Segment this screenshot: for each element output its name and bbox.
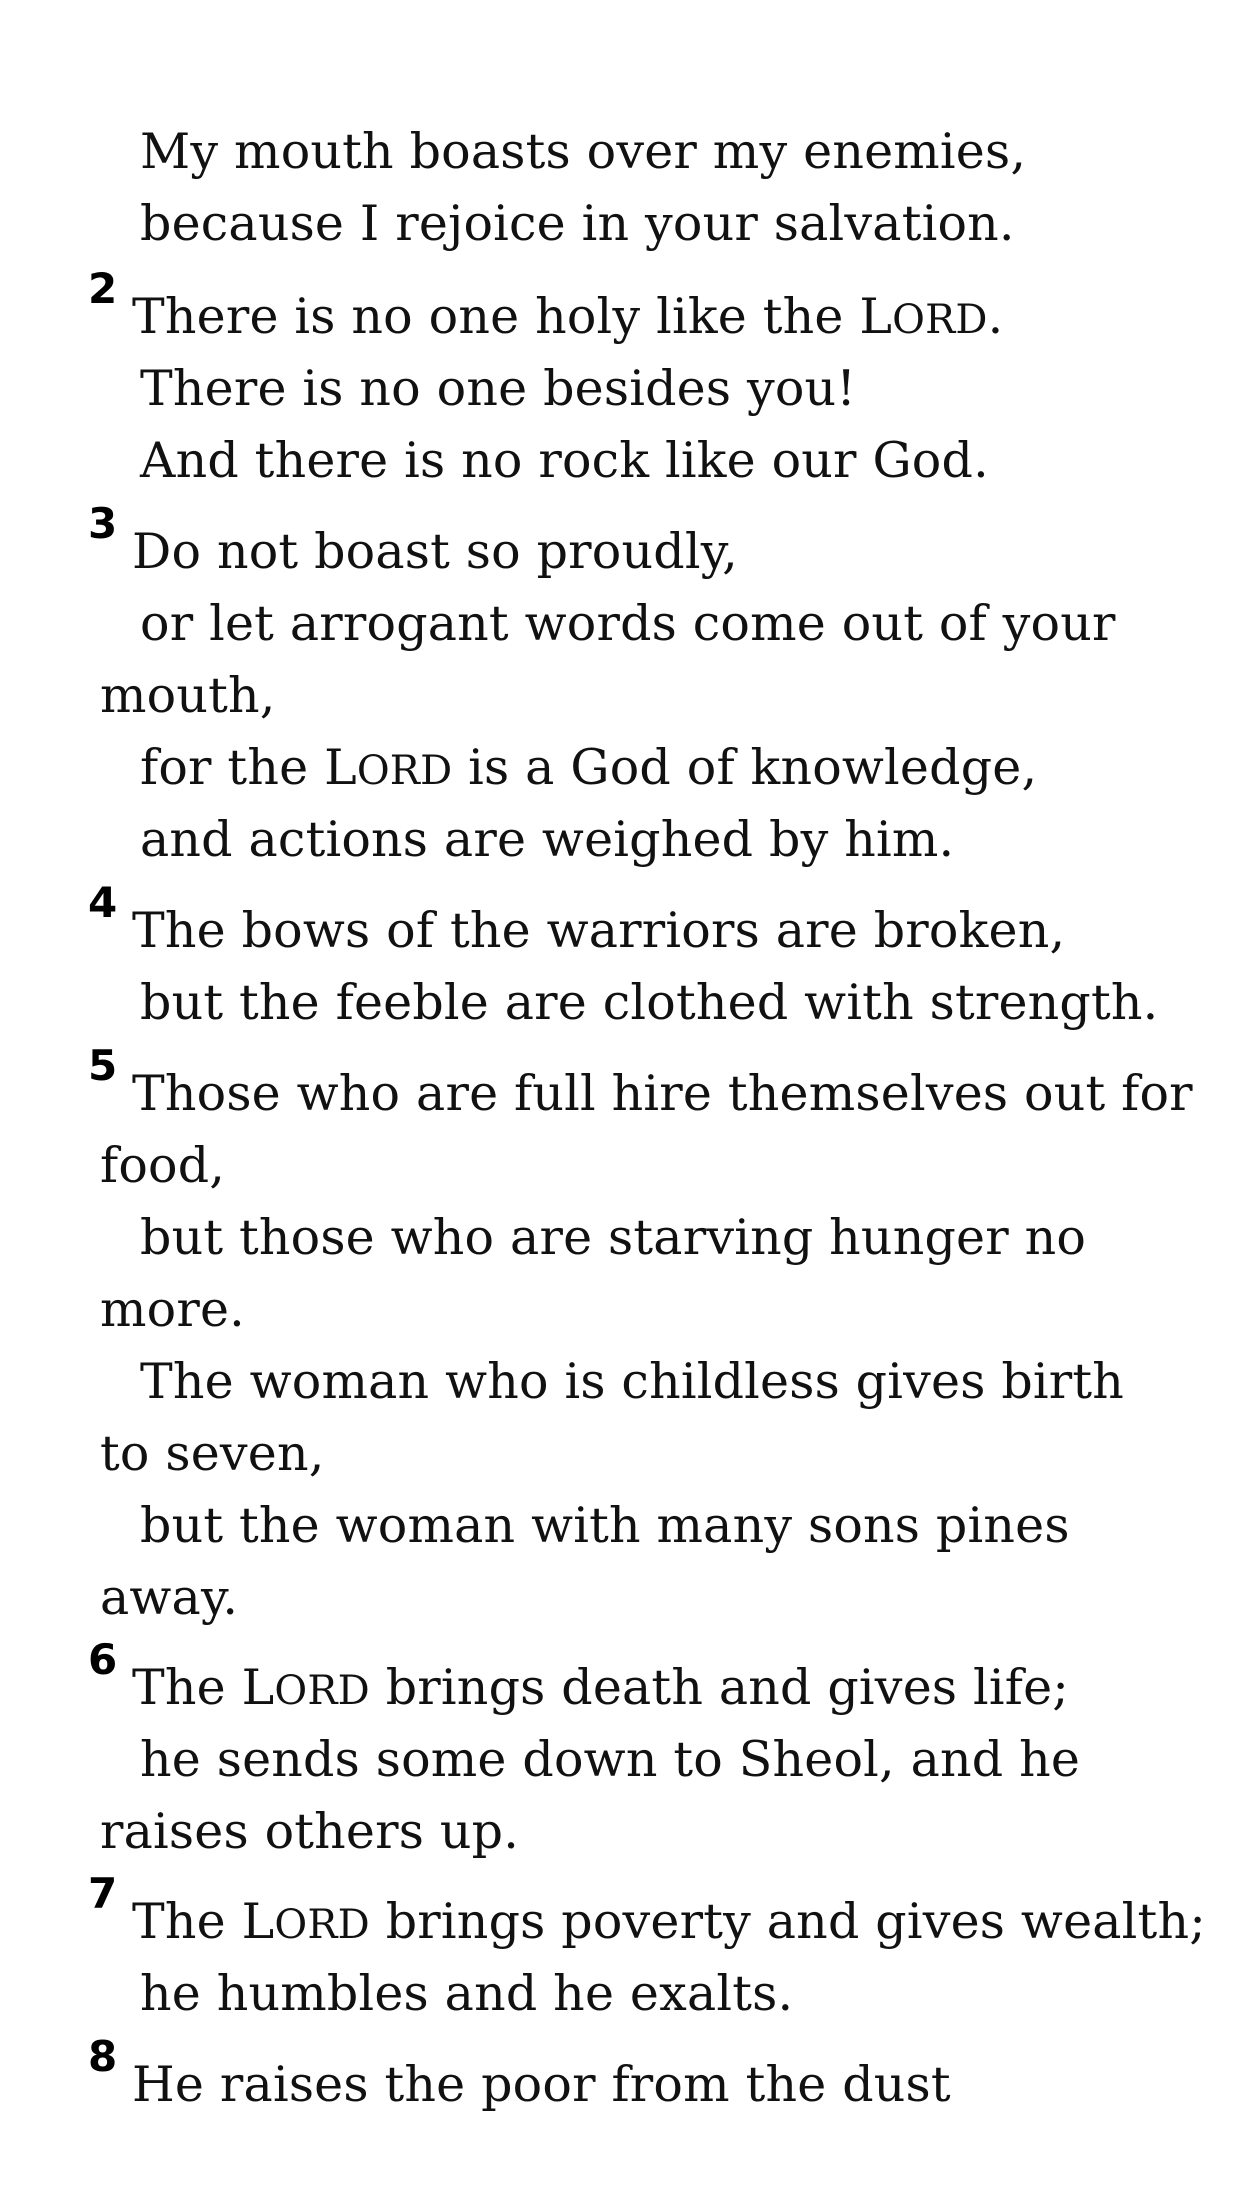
verse-line: [0, 1130, 1242, 1202]
verse-line: [0, 281, 1242, 356]
verse-text: He raises the poor from the dust: [132, 2056, 951, 2113]
verse-line: [0, 1724, 1242, 1796]
verse-line: [0, 1886, 1242, 1961]
verse-text: The: [132, 1659, 242, 1716]
verse-line: [0, 1346, 1242, 1418]
verse-text: and actions are weighed by him.: [140, 811, 955, 868]
lord-small-caps: ORD: [892, 297, 988, 343]
verse-line: [0, 1418, 1242, 1490]
verse-line: [0, 895, 1242, 967]
verse-text: Those who are full hire themselves out for: [132, 1065, 1193, 1122]
verse-line: [0, 967, 1242, 1039]
verse-text: he sends some down to Sheol, and he: [140, 1731, 1081, 1788]
lord-small-caps: L: [241, 1893, 275, 1950]
verse-line: [0, 1652, 1242, 1727]
verse-line: [0, 588, 1242, 660]
verse-line: [0, 1562, 1242, 1634]
verse-line: [0, 1958, 1242, 2030]
verse-text: more.: [100, 1281, 245, 1338]
verse-text: The: [132, 1893, 242, 1950]
verse-number: 3: [88, 499, 118, 548]
verse-line: [0, 116, 1242, 188]
verse-number: 5: [88, 1041, 118, 1090]
verse-text: or let arrogant words come out of your: [140, 595, 1116, 652]
verse-text: There is no one besides you!: [140, 360, 857, 417]
verse-text: My mouth boasts over my enemies,: [140, 123, 1027, 180]
verse-line: [0, 425, 1242, 497]
verse-text: to seven,: [100, 1425, 325, 1482]
verse-number: 2: [88, 264, 118, 313]
verse-line: [0, 1058, 1242, 1130]
lord-small-caps: L: [324, 739, 357, 796]
verse-text: for the: [140, 739, 325, 796]
lord-small-caps: ORD: [274, 1668, 370, 1714]
verse-text: brings poverty and gives wealth;: [369, 1893, 1206, 1950]
verse-line: [0, 1274, 1242, 1346]
verse-line: [0, 1490, 1242, 1562]
verse-line: [0, 516, 1242, 588]
verse-line: [0, 353, 1242, 425]
verse-number: 7: [88, 1869, 118, 1918]
verse-text: raises others up.: [100, 1803, 519, 1860]
verse-line: [0, 2049, 1242, 2121]
verse-text: food,: [100, 1137, 226, 1194]
lord-small-caps: L: [241, 1659, 275, 1716]
verse-line: [0, 732, 1242, 807]
lord-small-caps: L: [859, 288, 893, 345]
lord-small-caps: ORD: [274, 1902, 370, 1948]
verse-line: [0, 188, 1242, 260]
verse-text: but those who are starving hunger no: [140, 1209, 1087, 1266]
verse-text: is a God of knowledge,: [452, 739, 1038, 796]
verse-number: 4: [88, 878, 118, 927]
verse-text: .: [987, 288, 1004, 345]
lord-small-caps: ORD: [356, 748, 453, 794]
verse-text: Do not boast so proudly,: [132, 523, 738, 580]
verse-text: he humbles and he exalts.: [140, 1965, 794, 2022]
verse-line: [0, 1796, 1242, 1868]
verse-text: The woman who is childless gives birth: [140, 1353, 1125, 1410]
verse-text: because I rejoice in your salvation.: [140, 195, 1015, 252]
verse-number: 6: [88, 1635, 118, 1684]
verse-line: [0, 1202, 1242, 1274]
verse-text: brings death and gives life;: [369, 1659, 1069, 1716]
verse-text: but the feeble are clothed with strength.: [140, 974, 1159, 1031]
verse-text: There is no one holy like the: [132, 288, 860, 345]
verse-text: And there is no rock like our God.: [140, 432, 989, 489]
verse-line: [0, 804, 1242, 876]
verse-text: away.: [100, 1569, 239, 1626]
verse-text: The bows of the warriors are broken,: [132, 902, 1066, 959]
verse-line: [0, 660, 1242, 732]
verse-text: but the woman with many sons pines: [140, 1497, 1070, 1554]
verse-text: mouth,: [100, 667, 276, 724]
verse-number: 8: [88, 2032, 118, 2081]
